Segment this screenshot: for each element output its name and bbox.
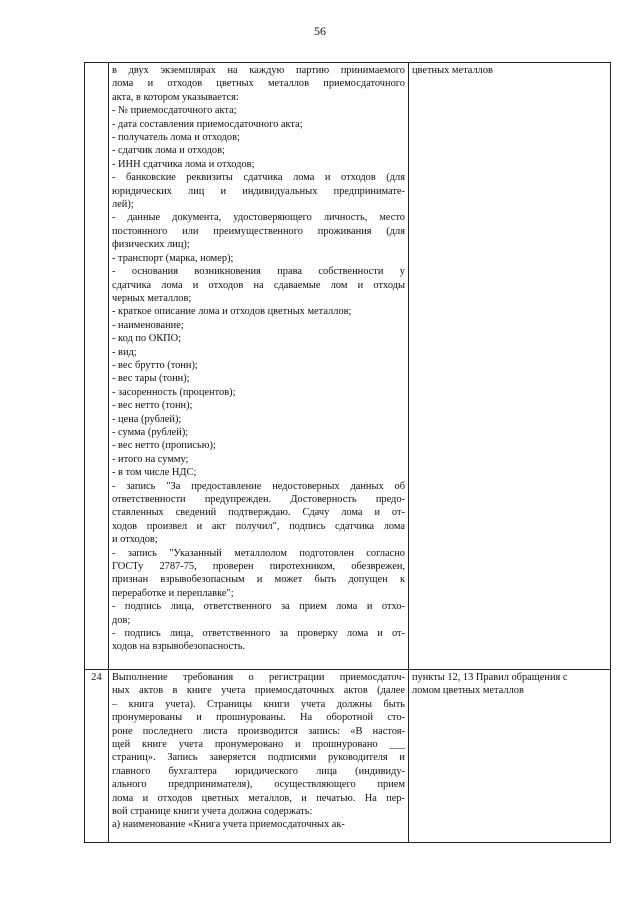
text-line: страниц». Запись заверяется подписями руководителя и (112, 752, 405, 764)
text-line: - подпись лица, ответственного за прием лома и отхо- (112, 601, 405, 613)
text-line: Выполнение требования о регистрации приемосдаточ- (112, 672, 405, 683)
text-line: ГОСТу 2787-75, проверен пиротехником, обезврежен, (112, 561, 405, 573)
row-number-cell: 24 (85, 670, 109, 843)
text-line: - запись "За предоставление недостоверных данных об (112, 480, 405, 492)
text-line: ных актов в книге учета приемосдаточных актов (далее (112, 685, 405, 697)
text-line: черных металлов; (112, 292, 192, 304)
row-number-cell (85, 63, 109, 670)
text-line: лей); (112, 199, 134, 211)
text-line: - засоренность (процентов); (112, 386, 236, 398)
text-line: акта, в котором указывается: (112, 91, 239, 103)
text-line: роне последнего листа производится запись: «В настоя- (112, 725, 405, 737)
text-line: - получатель лома и отходов; (112, 132, 240, 144)
requirement-cell (109, 63, 409, 670)
text-line: - вес нетто (прописью); (112, 440, 216, 452)
text-line: и отходов; (112, 534, 158, 546)
text-line: - данные документа, удостоверяющего личность, место (112, 212, 405, 224)
table-row (85, 63, 611, 670)
text-line: - № приемосдаточного акта; (112, 105, 237, 117)
text-line: цветных металлов (412, 65, 493, 76)
text-line: признан взрывобезопасным и может быть допущен к (112, 574, 405, 586)
reference-cell (409, 63, 611, 670)
text-line: - вид; (112, 346, 137, 358)
text-line: - наименование; (112, 319, 184, 331)
text-line: лома и отходов цветных металлов, и печатью. На пер- (112, 792, 405, 804)
text-line: ходов произвел и акт получил", подпись сдатчика лома (112, 520, 405, 532)
text-line: - вес брутто (тонн); (112, 359, 198, 371)
text-line: пронумерованы и прошнурованы. На оборотной сто- (112, 712, 405, 724)
text-line: постоянного или преимущественного проживания (для (112, 225, 405, 237)
requirement-cell (109, 670, 409, 843)
text-line: - транспорт (марка, номер); (112, 252, 234, 264)
requirements-table (84, 62, 611, 843)
table-row (85, 670, 611, 843)
text-line: щей книге учета пронумеровано и прошнуровано ___ (112, 739, 405, 751)
text-line: ального предпринимателя), осуществляющего прием (112, 779, 405, 791)
text-line: - цена (рублей); (112, 413, 182, 425)
text-line: юридических лиц и индивидуальных предпринимате- (112, 185, 405, 197)
text-line: физических лиц); (112, 239, 190, 251)
text-line: - вес тары (тонн); (112, 373, 190, 385)
text-line: вой странице книги учета должна содержать: (112, 806, 313, 818)
text-line: дов; (112, 614, 131, 626)
text-line: лома и отходов цветных металлов приемосдаточного (112, 78, 405, 90)
text-line: - банковские реквизиты сдатчика лома и отходов (для (112, 172, 405, 184)
text-line: - сумма (рублей); (112, 426, 189, 438)
text-line: - итого на сумму; (112, 453, 189, 465)
text-line: – книга учета). Страницы книги учета должны быть (112, 698, 405, 710)
text-line: - запись "Указанный металлолом подготовлен согласно (112, 547, 405, 559)
text-line: - в том числе НДС; (112, 467, 197, 479)
text-line: - дата составления приемосдаточного акта; (112, 118, 303, 130)
text-line: - код по ОКПО; (112, 333, 182, 345)
text-line: ставленных сведений подтверждаю. Сдачу лома и от- (112, 507, 405, 519)
text-line: - вес нетто (тонн); (112, 400, 193, 412)
reference-cell (409, 670, 611, 843)
text-line: - ИНН сдатчика лома и отходов; (112, 158, 255, 170)
text-line: - сдатчик лома и отходов; (112, 145, 225, 157)
text-line: ломом цветных металлов (412, 685, 524, 697)
text-line: ходов на взрывобезопасность. (112, 641, 246, 653)
page-number: 56 (314, 24, 326, 38)
text-line: переработке и переплавке"; (112, 587, 234, 599)
text-line: в двух экземплярах на каждую партию принимаемого (112, 65, 405, 76)
text-line: главного бухгалтера юридического лица (индивиду- (112, 765, 405, 777)
text-line: - подпись лица, ответственного за проверку лома и от- (112, 628, 405, 640)
text-line: пункты 12, 13 Правил обращения с (412, 672, 568, 683)
text-line: - краткое описание лома и отходов цветных металлов; (112, 306, 352, 318)
text-line: - основания возникновения права собственности у (112, 266, 405, 278)
text-line: а) наименование «Книга учета приемосдаточных ак- (112, 819, 345, 831)
text-line: ответственности предупрежден. Достоверность предо- (112, 494, 405, 505)
text-line: сдатчика лома и отходов на сдаваемые лом и отходы (112, 279, 405, 291)
